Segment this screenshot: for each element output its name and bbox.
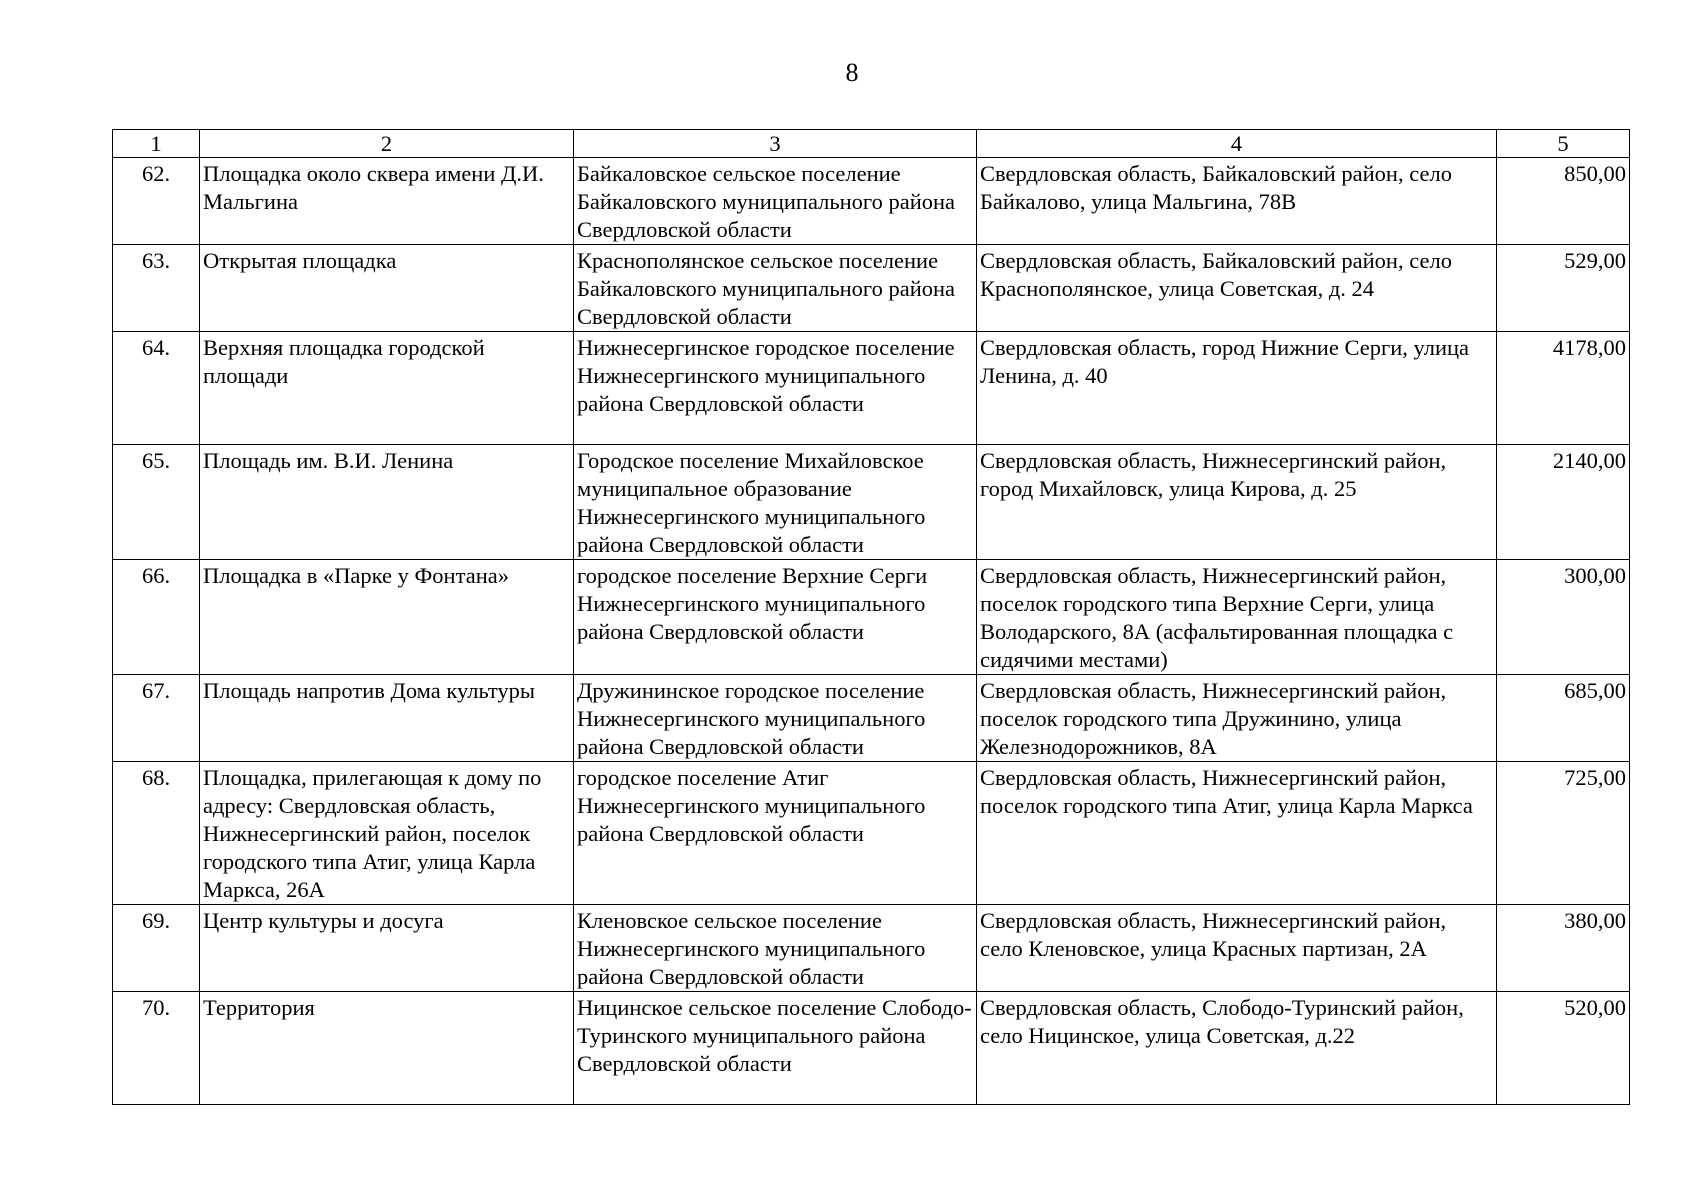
municipality: городское поселение Верхние Серги Нижнесергинского муниципального района Свердловской области xyxy=(574,560,977,675)
address: Свердловская область, Нижнесергинский район, поселок городского типа Атиг, улица Карла Маркса xyxy=(977,762,1497,905)
table-row xyxy=(113,245,1630,332)
venue-name: Территория xyxy=(200,992,574,1105)
address: Свердловская область, Нижнесергинский район, поселок городского типа Дружинино, улица Железнодорожников, 8А xyxy=(977,675,1497,762)
venue-name: Площадка, прилегающая к дому по адресу: Свердловская область, Нижнесергинский район, поселок городского типа Атиг, улица Карла Маркса, 26А xyxy=(200,762,574,905)
row-number: 69. xyxy=(113,905,200,992)
row-number: 67. xyxy=(113,675,200,762)
table-row xyxy=(113,445,1630,560)
header-col-5: 5 xyxy=(1497,130,1630,158)
row-number: 70. xyxy=(113,992,200,1105)
municipality: Ницинское сельское поселение Слободо-Туринского муниципального района Свердловской области xyxy=(574,992,977,1105)
header-col-3: 3 xyxy=(574,130,977,158)
header-col-1: 1 xyxy=(113,130,200,158)
table-row xyxy=(113,675,1630,762)
page-number: 8 xyxy=(845,58,859,87)
table-row xyxy=(113,560,1630,675)
venue-name: Площадка в «Парке у Фонтана» xyxy=(200,560,574,675)
address: Свердловская область, Байкаловский район, село Байкалово, улица Мальгина, 78В xyxy=(977,158,1497,245)
municipality: городское поселение Атиг Нижнесергинского муниципального района Свердловской области xyxy=(574,762,977,905)
row-number: 66. xyxy=(113,560,200,675)
row-number: 65. xyxy=(113,445,200,560)
venue-name: Площадь им. В.И. Ленина xyxy=(200,445,574,560)
area-value: 300,00 xyxy=(1497,560,1630,675)
municipality: Кленовское сельское поселение Нижнесергинского муниципального района Свердловской области xyxy=(574,905,977,992)
row-number: 64. xyxy=(113,332,200,445)
header-col-4: 4 xyxy=(977,130,1497,158)
address: Свердловская область, Нижнесергинский район, село Кленовское, улица Красных партизан, 2А xyxy=(977,905,1497,992)
row-number: 63. xyxy=(113,245,200,332)
row-number: 68. xyxy=(113,762,200,905)
municipality: Нижнесергинское городское поселение Нижнесергинского муниципального района Свердловской области xyxy=(574,332,977,445)
header-col-2: 2 xyxy=(200,130,574,158)
venue-name: Площадка около сквера имени Д.И. Мальгина xyxy=(200,158,574,245)
municipality: Дружининское городское поселение Нижнесергинского муниципального района Свердловской области xyxy=(574,675,977,762)
venue-name: Площадь напротив Дома культуры xyxy=(200,675,574,762)
area-value: 2140,00 xyxy=(1497,445,1630,560)
area-value: 685,00 xyxy=(1497,675,1630,762)
table-row xyxy=(113,762,1630,905)
area-value: 850,00 xyxy=(1497,158,1630,245)
area-value: 380,00 xyxy=(1497,905,1630,992)
municipality: Городское поселение Михайловское муниципальное образование Нижнесергинского муниципального района Свердловской области xyxy=(574,445,977,560)
address: Свердловская область, Байкаловский район, село Краснополянское, улица Советская, д. 24 xyxy=(977,245,1497,332)
municipality: Краснополянское сельское поселение Байкаловского муниципального района Свердловской области xyxy=(574,245,977,332)
row-number: 62. xyxy=(113,158,200,245)
address: Свердловская область, Нижнесергинский район, поселок городского типа Верхние Серги, улица Володарского, 8А (асфальтированная площадка с сидячими местами) xyxy=(977,560,1497,675)
address: Свердловская область, Нижнесергинский район, город Михайловск, улица Кирова, д. 25 xyxy=(977,445,1497,560)
venue-name: Верхняя площадка городской площади xyxy=(200,332,574,445)
area-value: 529,00 xyxy=(1497,245,1630,332)
venues-table xyxy=(112,129,1630,1105)
area-value: 725,00 xyxy=(1497,762,1630,905)
address: Свердловская область, Слободо-Туринский район, село Ницинское, улица Советская, д.22 xyxy=(977,992,1497,1105)
table-row xyxy=(113,332,1630,445)
table-body xyxy=(113,158,1630,1105)
header-row xyxy=(113,130,1630,158)
venue-name: Центр культуры и досуга xyxy=(200,905,574,992)
address: Свердловская область, город Нижние Серги, улица Ленина, д. 40 xyxy=(977,332,1497,445)
table-header xyxy=(113,130,1630,158)
area-value: 520,00 xyxy=(1497,992,1630,1105)
table-row xyxy=(113,992,1630,1105)
table-row xyxy=(113,158,1630,245)
venue-name: Открытая площадка xyxy=(200,245,574,332)
municipality: Байкаловское сельское поселение Байкаловского муниципального района Свердловской области xyxy=(574,158,977,245)
area-value: 4178,00 xyxy=(1497,332,1630,445)
table-row xyxy=(113,905,1630,992)
